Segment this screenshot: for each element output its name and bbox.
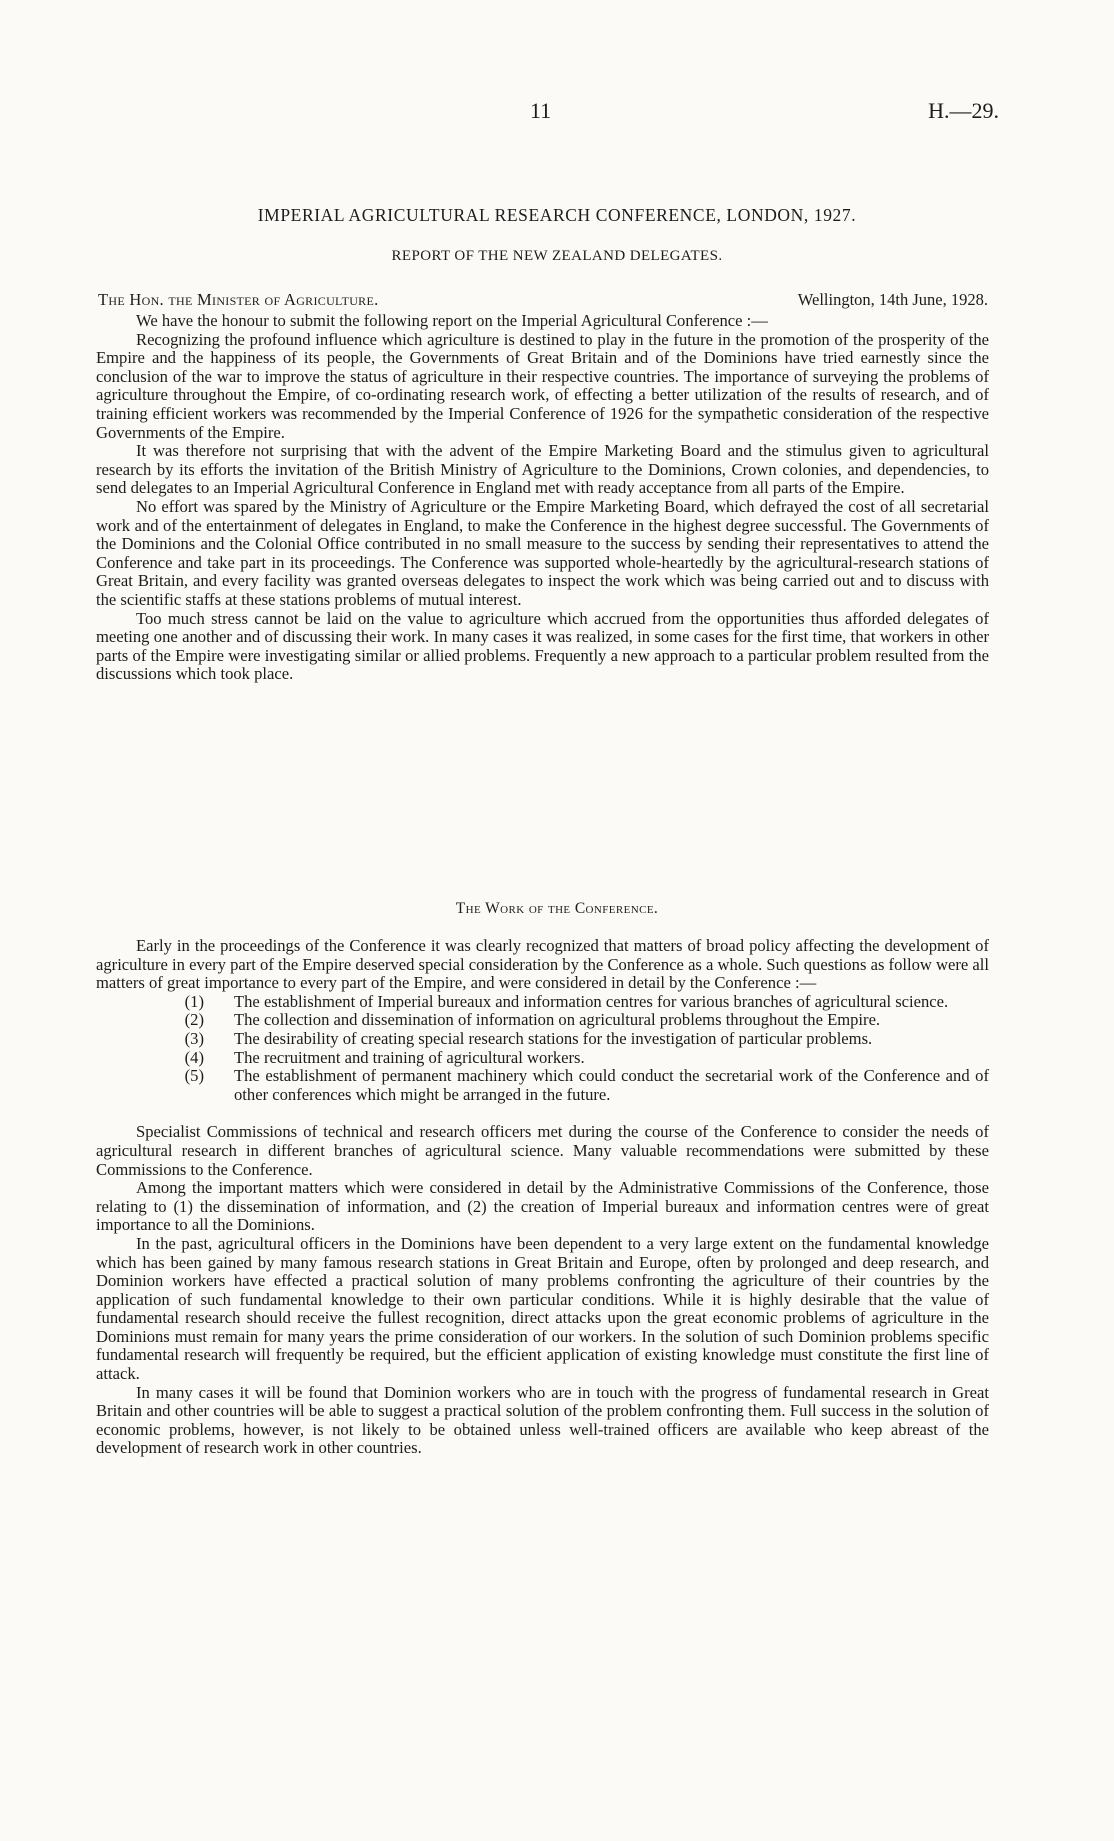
- paragraph: Among the important matters which were considered in detail by the Administrative Commissions of the Conference, those relating to (1) the dissemination of information, and (2) the creation of Imperial bureaux and information centres were of great importance to all the Dominions.: [96, 1178, 989, 1235]
- list-item: [96, 1011, 989, 1030]
- matters-list: [96, 993, 989, 1105]
- list-item-number: (4): [184, 1047, 204, 1067]
- list-item-text: The establishment of Imperial bureaux and information centres for various branches of agricultural science.: [234, 991, 949, 1011]
- paragraph: Too much stress cannot be laid on the value to agriculture which accrued from the opportunities thus afforded delegates of meeting one another and of discussing their work. In many cases it was realized, in some cases for the first time, that workers in other parts of the Empire were investigating similar or allied problems. Frequently a new approach to a particular problem resulted from the discussions which took place.: [96, 608, 989, 684]
- list-item-text: The collection and dissemination of information on agricultural problems throughout the Empire.: [234, 1010, 881, 1030]
- paragraph: In the past, agricultural officers in the Dominions have been dependent to a very large extent on the fundamental knowledge which has been gained by many famous research stations in Great Britain and Europe, often by prolonged and deep research, and Dominion workers have effected a practical solution of many problems confronting the agriculture of their countries by the application of such fundamental knowledge to their own particular conditions. While it is highly desirable that the value of fundamental research should receive the fullest recognition, direct attacks upon the great economic problems of agriculture in the Dominions must remain for many years the prime consideration of our workers. In the solution of such Dominion problems specific fundamental research will frequently be required, but the efficient application of existing knowledge must constitute the first line of attack.: [96, 1233, 989, 1384]
- list-item-text: The recruitment and training of agricultural workers.: [234, 1047, 585, 1067]
- address-line: [98, 290, 988, 312]
- paragraph: Specialist Commissions of technical and research officers met during the course of the Conference to consider the needs of agricultural research in different branches of agricultural science. Many valuable recommendations were submitted by these Commissions to the Conference.: [96, 1122, 989, 1179]
- page-header: [0, 98, 1114, 128]
- list-item: [96, 1067, 989, 1104]
- document-reference: H.—29.: [928, 98, 999, 123]
- list-item-number: (1): [184, 991, 204, 1011]
- work-section: [96, 937, 989, 1458]
- intro-section: [96, 312, 989, 684]
- paragraph: In many cases it will be found that Dominion workers who are in touch with the progress of fundamental research in Great Britain and other countries will be able to suggest a practical solution of the problem confronting them. Full success in the solution of economic problems, however, is not likely to be obtained unless well-trained officers are available who keep abreast of the development of research work in other countries.: [96, 1382, 989, 1458]
- paragraph: It was therefore not surprising that with the advent of the Empire Marketing Board and the stimulus given to agricultural research by its efforts the invitation of the British Ministry of Agriculture to the Dominions, Crown colonies, and dependencies, to send delegates to an Imperial Agricultural Conference in England met with ready acceptance from all parts of the Empire.: [96, 441, 989, 498]
- list-item-text: The desirability of creating special research stations for the investigation of particular problems.: [234, 1028, 873, 1048]
- list-item-number: (3): [184, 1028, 204, 1048]
- paragraph: Recognizing the profound influence which agriculture is destined to play in the future in the promotion of the prosperity of the Empire and the happiness of its people, the Governments of Great Britain and of the Dominions have tried earnestly since the conclusion of the war to improve the status of agriculture in their respective countries. The importance of surveying the problems of agriculture throughout the Empire, of co-ordinating research work, of effecting a better utilization of the results of research, and of training efficient workers was recommended by the Imperial Conference of 1926 for the sympathetic consideration of the respective Governments of the Empire.: [96, 329, 989, 442]
- list-item-text: The establishment of permanent machinery which could conduct the secretarial work of the Conference and of other conferences which might be arranged in the future.: [234, 1066, 989, 1104]
- paragraph: We have the honour to submit the following report on the Imperial Agricultural Conference :—: [136, 311, 768, 330]
- report-title: IMPERIAL AGRICULTURAL RESEARCH CONFERENCE, LONDON, 1927.: [257, 205, 857, 225]
- list-item-number: (5): [184, 1066, 204, 1086]
- paragraph: Early in the proceedings of the Conference it was clearly recognized that matters of broad policy affecting the development of agriculture in every part of the Empire deserved special consideration by the Conference as a whole. Such questions as follow were all matters of great importance to every part of the Empire, and were considered in detail by the Conference :—: [96, 936, 989, 993]
- list-item-number: (2): [184, 1010, 204, 1030]
- dateline: Wellington, 14th June, 1928.: [797, 290, 988, 309]
- list-item: [96, 1030, 989, 1049]
- list-item: [96, 993, 989, 1012]
- report-subtitle: REPORT OF THE NEW ZEALAND DELEGATES.: [391, 248, 723, 264]
- section-heading: The Work of the Conference.: [455, 900, 659, 917]
- paragraph: No effort was spared by the Ministry of Agriculture or the Empire Marketing Board, which defrayed the cost of all secretarial work and of the entertainment of delegates in England, to make the Conference in the highest degree successful. The Governments of the Dominions and the Colonial Office contributed in no small measure to the success by sending their representatives to attend the Conference and take part in its proceedings. The Conference was supported whole-heartedly by the agricultural-research stations of Great Britain, and every facility was granted overseas delegates to inspect the work which was being carried out and to discuss with the scientific staffs at these stations problems of mutual interest.: [96, 496, 989, 609]
- list-item: [96, 1049, 989, 1068]
- addressee: The Hon. the Minister of Agriculture.: [98, 290, 379, 309]
- closing-paragraphs: [96, 1123, 989, 1458]
- page-number: 11: [530, 98, 552, 123]
